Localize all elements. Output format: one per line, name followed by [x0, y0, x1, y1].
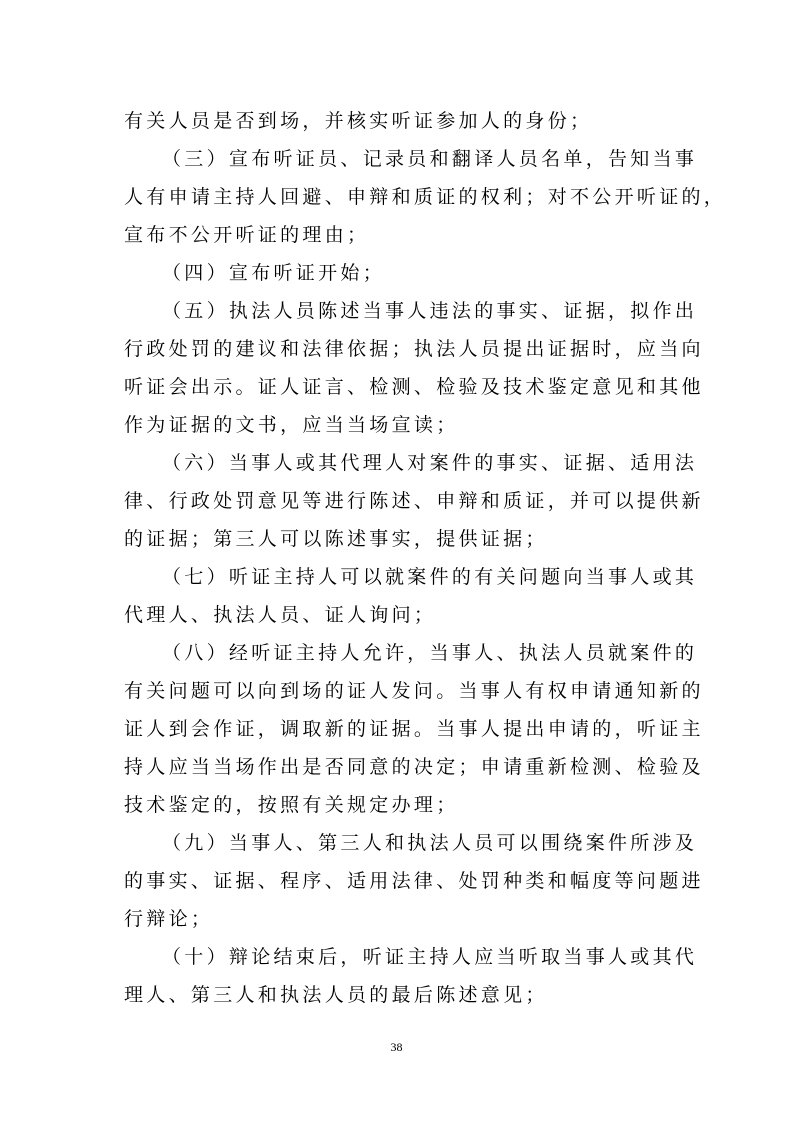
- text-line-7: 行政处罚的建议和法律依据；执法人员提出证据时，应当向: [124, 338, 704, 360]
- text-line-2: （三）宣布听证员、记录员和翻译人员名单，告知当事: [162, 148, 698, 170]
- text-line-20: （九）当事人、第三人和执法人员可以围绕案件所涉及: [162, 832, 698, 854]
- text-line-8: 听证会出示。证人证言、检测、检验及技术鉴定意见和其他: [124, 376, 704, 398]
- text-line-15: （八）经听证主持人允许，当事人、执法人员就案件的: [162, 642, 698, 664]
- text-line-12: 的证据；第三人可以陈述事实，提供证据；: [124, 528, 548, 550]
- text-line-17: 证人到会作证，调取新的证据。当事人提出申请的，听证主: [124, 718, 704, 740]
- text-line-3: 人有申请主持人回避、申辩和质证的权利；对不公开听证的，: [124, 186, 727, 208]
- text-line-6: （五）执法人员陈述当事人违法的事实、证据，拟作出: [162, 300, 698, 322]
- text-line-13: （七）听证主持人可以就案件的有关问题向当事人或其: [162, 566, 698, 588]
- text-line-5: （四）宣布听证开始；: [162, 262, 386, 284]
- text-line-18: 持人应当当场作出是否同意的决定；申请重新检测、检验及: [124, 756, 704, 778]
- text-line-4: 宣布不公开听证的理由；: [124, 224, 370, 246]
- text-line-16: 有关问题可以向到场的证人发问。当事人有权申请通知新的: [124, 680, 704, 702]
- text-line-10: （六）当事人或其代理人对案件的事实、证据、适用法: [162, 452, 698, 474]
- text-line-23: （十）辩论结束后，听证主持人应当听取当事人或其代: [162, 946, 698, 968]
- text-line-22: 行辩论；: [124, 908, 214, 930]
- text-line-14: 代理人、执法人员、证人询问；: [124, 604, 437, 626]
- text-line-9: 作为证据的文书，应当当场宣读；: [124, 414, 459, 436]
- text-line-24: 理人、第三人和执法人员的最后陈述意见；: [124, 984, 548, 1006]
- text-line-21: 的事实、证据、程序、适用法律、处罚种类和幅度等问题进: [124, 870, 704, 892]
- page-number: 38: [390, 1040, 403, 1054]
- text-line-11: 律、行政处罚意见等进行陈述、申辩和质证，并可以提供新: [124, 490, 704, 512]
- text-line-19: 技术鉴定的，按照有关规定办理；: [124, 794, 459, 816]
- text-line-1: 有关人员是否到场，并核实听证参加人的身份；: [124, 110, 593, 132]
